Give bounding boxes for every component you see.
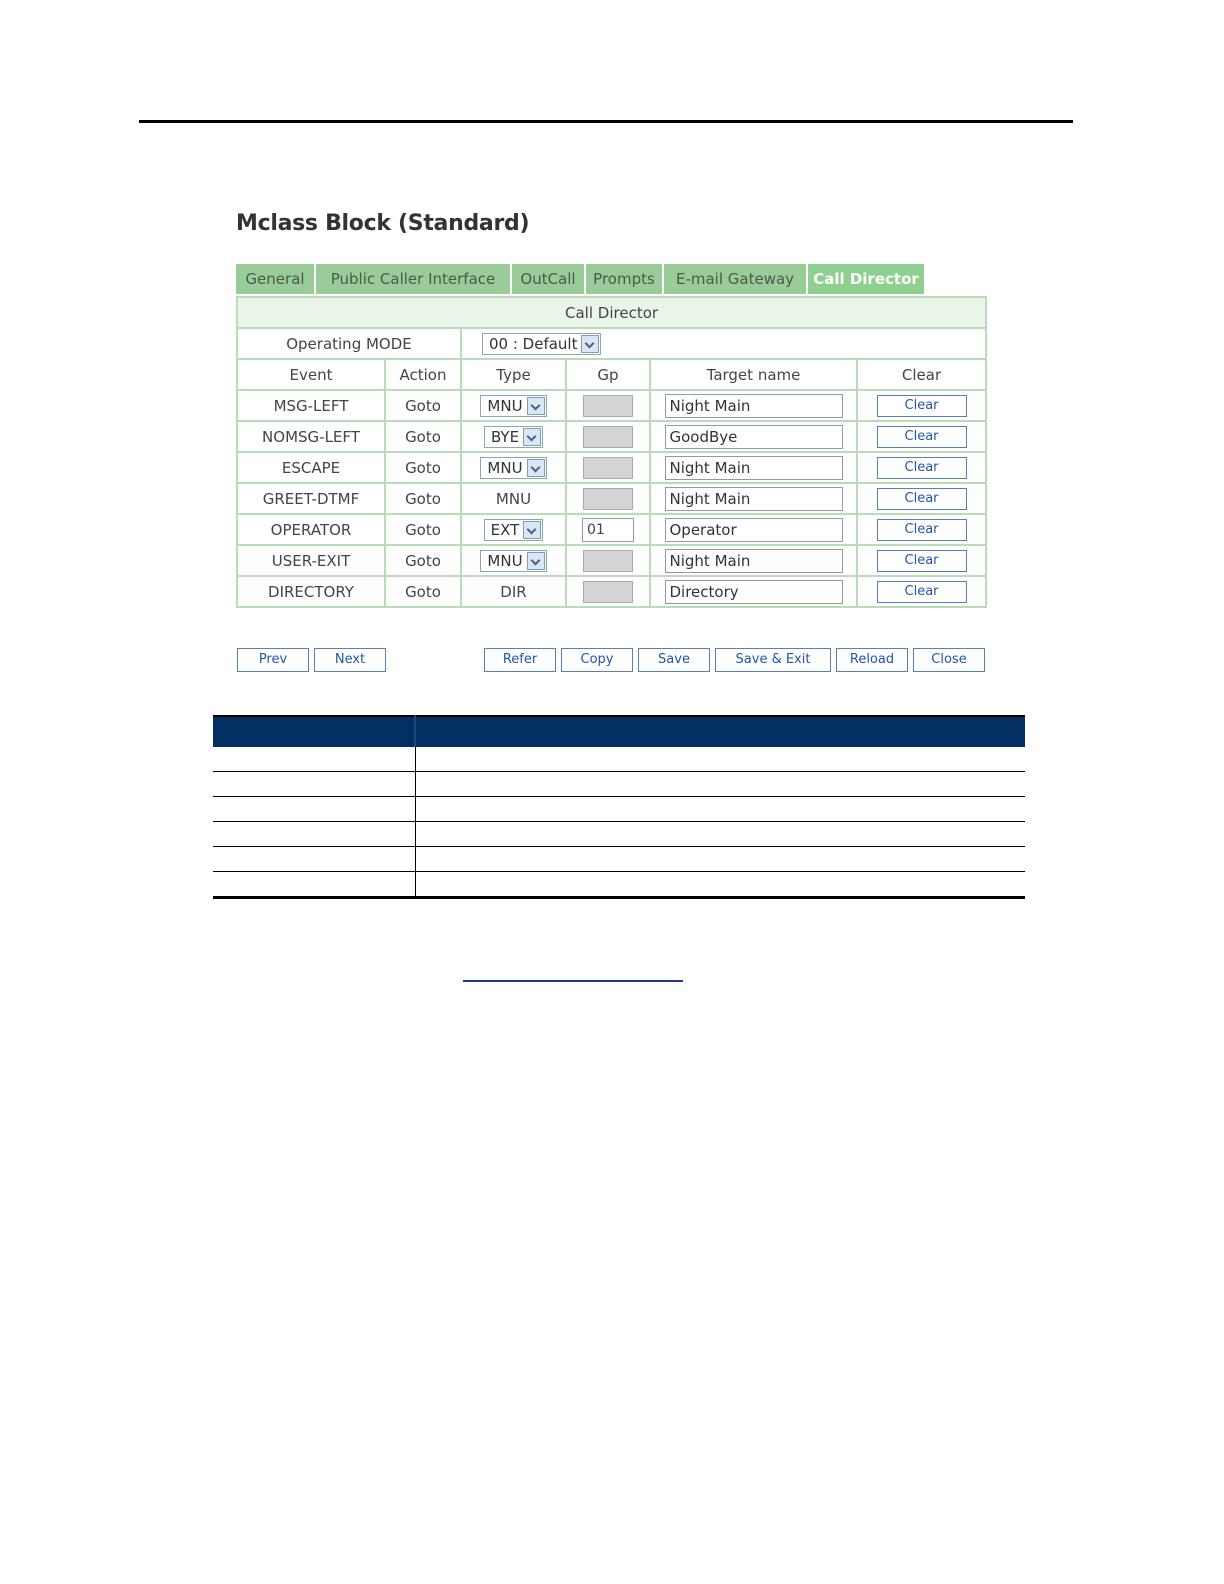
action-cell: Goto (385, 421, 461, 452)
gp-field (583, 488, 633, 510)
table-row (213, 747, 1025, 772)
clear-button[interactable]: Clear (877, 426, 967, 448)
clear-button[interactable]: Clear (877, 457, 967, 479)
type-select[interactable] (484, 426, 543, 448)
copy-button[interactable]: Copy (561, 648, 633, 672)
gp-field (583, 426, 633, 448)
tab-general[interactable]: General (236, 264, 316, 294)
call-director-table (236, 296, 987, 608)
top-rule (139, 120, 1073, 123)
action-cell: Goto (385, 452, 461, 483)
table-row (213, 847, 1025, 872)
column-header-gp: Gp (566, 359, 650, 390)
type-cell: MNU (461, 483, 566, 514)
action-cell: Goto (385, 545, 461, 576)
target-name-input[interactable]: Operator (665, 518, 843, 542)
type-select[interactable] (480, 457, 546, 479)
target-name-input[interactable]: Night Main (665, 456, 843, 480)
column-header-target-name: Target name (650, 359, 857, 390)
column-header-action: Action (385, 359, 461, 390)
clear-button[interactable]: Clear (877, 519, 967, 541)
event-cell: OPERATOR (237, 514, 385, 545)
tab-outcall[interactable]: OutCall (512, 264, 586, 294)
chevron-down-icon[interactable] (523, 428, 541, 446)
gp-field (583, 457, 633, 479)
gp-field (583, 550, 633, 572)
column-header-clear: Clear (857, 359, 986, 390)
page-title: Mclass Block (Standard) (236, 211, 530, 236)
clear-button[interactable]: Clear (877, 488, 967, 510)
table-row (213, 797, 1025, 822)
operating-mode-value: 00 : Default (489, 334, 578, 353)
type-value: MNU (487, 458, 523, 477)
operating-mode-label: Operating MODE (237, 328, 461, 359)
gp-field (583, 581, 633, 603)
clear-button[interactable]: Clear (877, 581, 967, 603)
tab-call-director[interactable]: Call Director (808, 264, 926, 294)
type-select[interactable] (484, 519, 544, 541)
clear-button[interactable]: Clear (877, 550, 967, 572)
chevron-down-icon[interactable] (523, 521, 541, 539)
event-cell: GREET-DTMF (237, 483, 385, 514)
chevron-down-icon[interactable] (527, 459, 545, 477)
type-value: EXT (490, 520, 520, 539)
table-row (213, 872, 1025, 898)
target-name-input[interactable]: GoodBye (665, 425, 843, 449)
refer-button[interactable]: Refer (484, 648, 556, 672)
event-cell: MSG-LEFT (237, 390, 385, 421)
table-row (237, 390, 986, 421)
save-button[interactable]: Save (638, 648, 710, 672)
tab-bar (236, 264, 926, 294)
save-and-exit-button[interactable]: Save & Exit (715, 648, 831, 672)
clear-button[interactable]: Clear (877, 395, 967, 417)
reference-table (213, 715, 1025, 899)
close-button[interactable]: Close (913, 648, 985, 672)
table-row (213, 772, 1025, 797)
event-cell: USER-EXIT (237, 545, 385, 576)
operating-mode-select[interactable] (482, 333, 601, 355)
action-cell: Goto (385, 514, 461, 545)
target-name-input[interactable]: Night Main (665, 487, 843, 511)
gp-field (583, 395, 633, 417)
prev-button[interactable]: Prev (237, 648, 309, 672)
mclass-block-panel (232, 207, 990, 681)
tab-public-caller-interface[interactable]: Public Caller Interface (316, 264, 512, 294)
table-row (237, 452, 986, 483)
reference-table-header-col1 (213, 716, 415, 747)
target-name-input[interactable]: Directory (665, 580, 843, 604)
event-cell: DIRECTORY (237, 576, 385, 607)
target-name-input[interactable]: Night Main (665, 394, 843, 418)
chevron-down-icon[interactable] (527, 397, 545, 415)
type-value: BYE (490, 427, 520, 446)
tab-email-gateway[interactable]: E-mail Gateway (664, 264, 808, 294)
hyperlink-underline[interactable] (463, 980, 683, 982)
table-row (237, 483, 986, 514)
action-cell: Goto (385, 483, 461, 514)
type-value: MNU (487, 396, 523, 415)
reload-button[interactable]: Reload (836, 648, 908, 672)
table-row (237, 545, 986, 576)
table-row (213, 822, 1025, 847)
type-value: MNU (487, 551, 523, 570)
chevron-down-icon[interactable] (527, 552, 545, 570)
next-button[interactable]: Next (314, 648, 386, 672)
table-row (237, 421, 986, 452)
action-cell: Goto (385, 390, 461, 421)
chevron-down-icon[interactable] (581, 335, 599, 353)
column-header-type: Type (461, 359, 566, 390)
tab-prompts[interactable]: Prompts (586, 264, 664, 294)
section-caption: Call Director (237, 297, 986, 328)
type-select[interactable] (480, 550, 546, 572)
column-header-event: Event (237, 359, 385, 390)
event-cell: NOMSG-LEFT (237, 421, 385, 452)
type-cell: DIR (461, 576, 566, 607)
reference-table-header-col2 (415, 716, 1025, 747)
event-cell: ESCAPE (237, 452, 385, 483)
table-row (237, 514, 986, 545)
target-name-input[interactable]: Night Main (665, 549, 843, 573)
table-row (237, 576, 986, 607)
type-select[interactable] (480, 395, 546, 417)
action-cell: Goto (385, 576, 461, 607)
gp-input[interactable]: 01 (582, 518, 634, 542)
